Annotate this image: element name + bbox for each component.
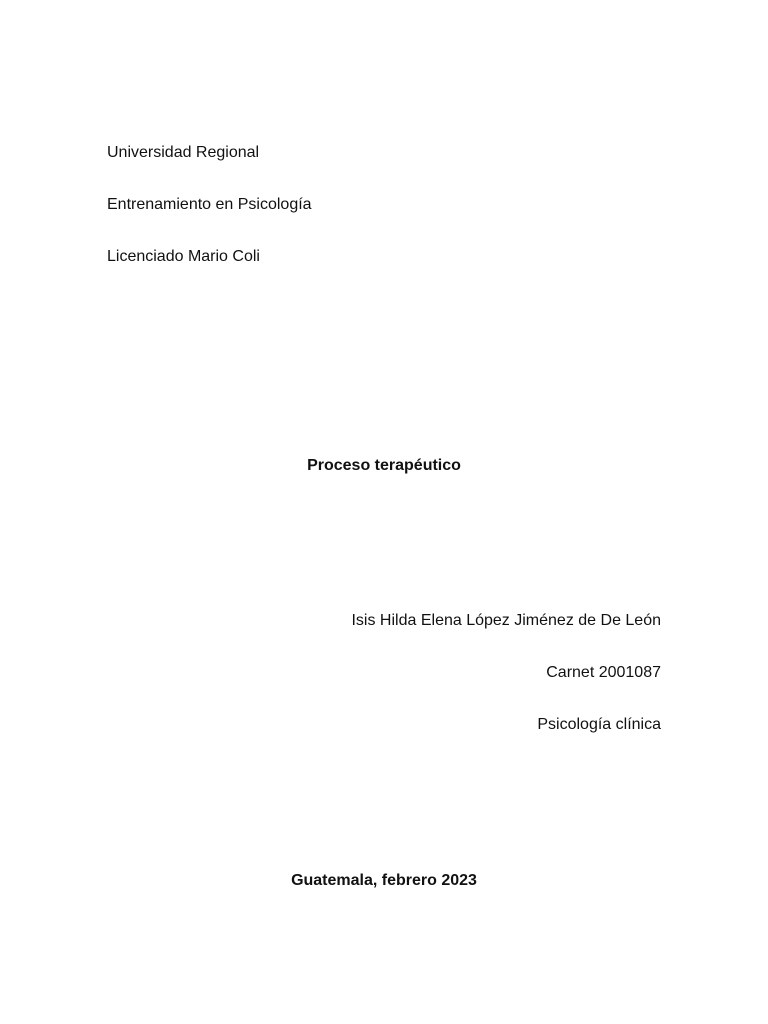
author-program: Psicología clínica xyxy=(537,716,661,733)
document-title: Proceso terapéutico xyxy=(307,457,461,474)
author-name: Isis Hilda Elena López Jiménez de De León xyxy=(351,612,661,629)
instructor-name: Licenciado Mario Coli xyxy=(107,248,260,265)
institution-name: Universidad Regional xyxy=(107,144,260,161)
course-name: Entrenamiento en Psicología xyxy=(107,196,312,213)
place-date: Guatemala, febrero 2023 xyxy=(291,872,477,889)
author-carnet: Carnet 2001087 xyxy=(546,664,661,681)
